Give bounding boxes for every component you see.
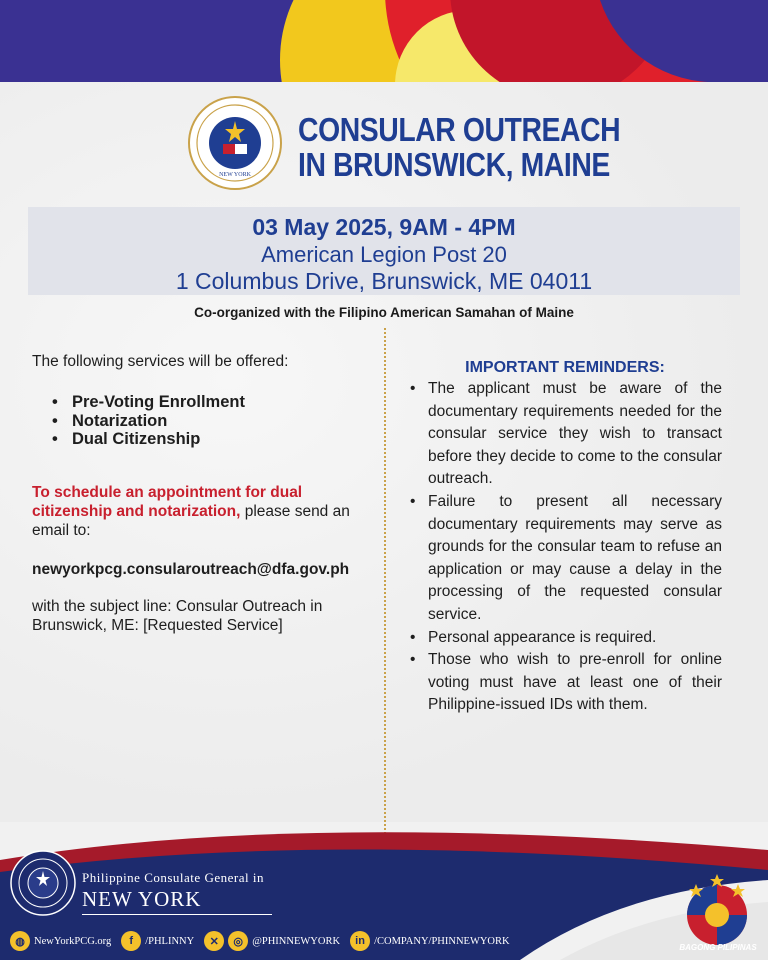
reminders-column [408,358,722,717]
title-line-1: CONSULAR OUTREACH [298,111,621,148]
seal-text-bottom: NEW YORK [219,172,251,178]
page-title [298,112,620,182]
footer-seal [10,850,76,916]
bagong-pilipinas-text: BAGONG PILIPINAS [679,943,757,952]
facebook-icon[interactable]: f [121,931,141,951]
consulate-seal [188,96,282,190]
instagram-icon[interactable]: ◎ [228,931,248,951]
org-rule [82,914,272,915]
service-item: • Pre-Voting Enrollment [52,393,372,412]
column-divider [384,328,386,878]
social-handle[interactable]: @PHINNEWYORK [252,935,341,947]
event-address: 1 Columbus Drive, Brunswick, ME 04011 [175,268,593,294]
reminder-item: • Failure to present all necessary documentary requirements may serve as grounds for the consular team to refuse an application or may cause a delay in the processing of the requested consular service. [408,491,722,627]
reminder-item: • Those who wish to pre-enroll for online voting must have at least one of their Philippine-issued IDs with them. [408,649,722,717]
reminders-list [408,378,722,717]
subject-line-note: with the subject line: Consular Outreach in Brunswick, ME: [Requested Service] [32,597,323,634]
event-date-time: 03 May 2025, 9AM - 4PM [252,214,516,240]
org-city: NEW YORK [82,887,202,911]
reminders-title: IMPORTANT REMINDERS: [465,359,665,376]
reminder-item: • The applicant must be aware of the documentary requirements needed for the consular service they wish to transact before they decide to come to the consular outreach. [408,378,722,491]
appointment-highlight: To schedule an appointment for dual citizenship and notarization, [32,483,303,520]
facebook-link[interactable]: /PHLINNY [145,935,195,947]
linkedin-icon[interactable]: in [350,931,370,951]
org-name: Philippine Consulate General in [82,870,264,885]
services-column [32,352,372,635]
title-line-2: IN BRUNSWICK, MAINE [298,146,610,183]
globe-icon: ◍ [10,931,30,951]
bagong-pilipinas-logo [676,870,758,952]
linkedin-link[interactable]: /COMPANY/PHINNEWYORK [374,935,510,947]
coorganizer-note: Co-organized with the Filipino American Samahan of Maine [194,305,574,320]
appointment-instructions [32,483,372,540]
service-item: • Notarization [52,412,372,431]
top-banner [0,0,768,82]
reminder-item: • Personal appearance is required. [408,627,722,650]
contact-email[interactable]: newyorkpcg.consularoutreach@dfa.gov.ph [32,560,350,578]
appointment-rest: please send an email to: [32,502,350,539]
service-item: • Dual Citizenship [52,430,372,449]
website-link[interactable]: NewYorkPCG.org [34,935,112,947]
event-venue: American Legion Post 20 [261,242,507,267]
social-links [10,930,516,952]
services-list [52,393,372,449]
services-intro: The following services will be offered: [32,353,289,370]
x-icon[interactable]: ✕ [204,931,224,951]
